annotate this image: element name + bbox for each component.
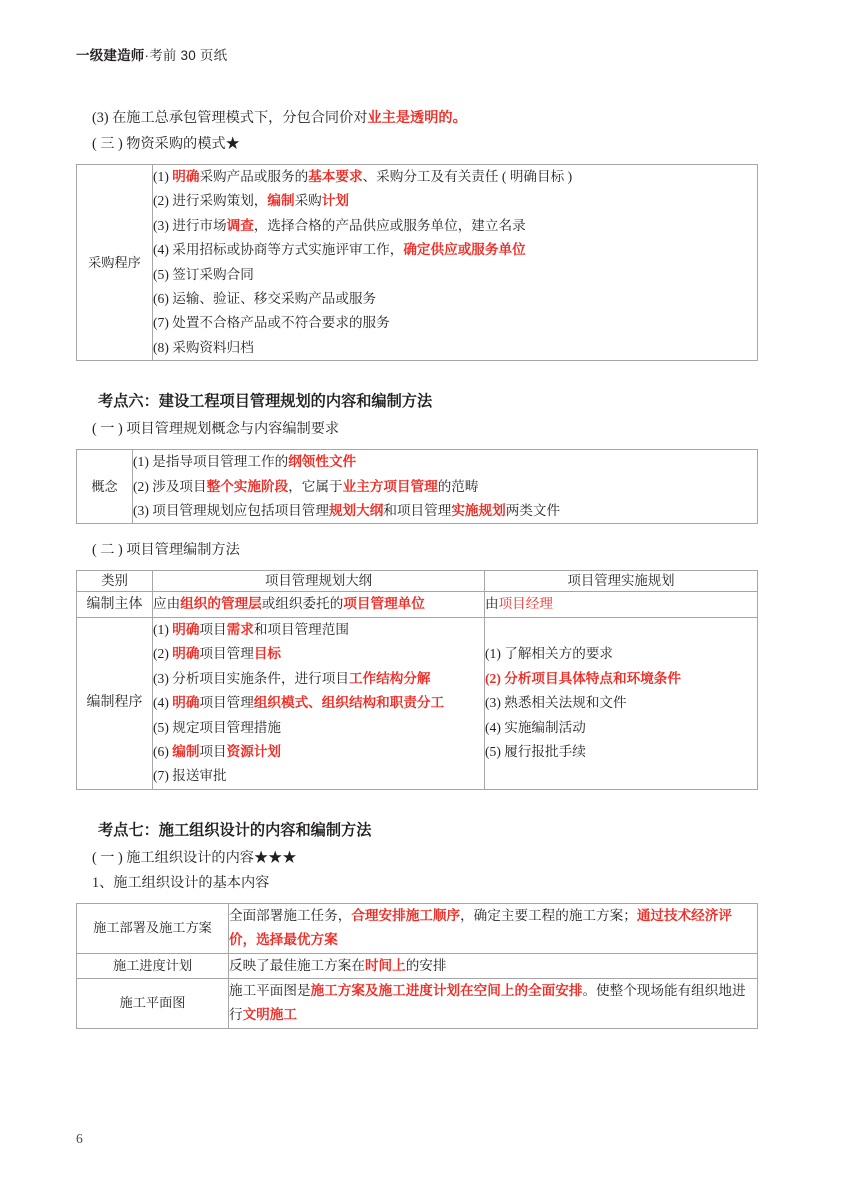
- page-content: [76, 44, 778, 1029]
- running-header: [76, 44, 778, 64]
- row-label: 施工平面图: [77, 978, 229, 1028]
- list-item: [153, 263, 757, 287]
- text-segment: 项目管理: [199, 695, 254, 711]
- subject-implementation-text: [485, 592, 757, 616]
- running-header-title: 一级建造师: [76, 48, 145, 63]
- text-segment: ，它属于: [288, 478, 343, 494]
- table-row: [77, 903, 758, 953]
- list-item: [153, 764, 484, 788]
- list-item: [153, 189, 757, 213]
- procedure-implementation-cell: [485, 617, 758, 789]
- text-segment: 的安排: [405, 957, 447, 973]
- list-item-number: (4): [153, 695, 173, 711]
- text-segment: 通过技术经济评价，选择最优方案: [229, 907, 732, 948]
- table-row-subject: [77, 592, 758, 617]
- text-segment: 整个实施阶段: [206, 478, 289, 494]
- text-segment: 项目管理规划应包括项目管理: [152, 503, 329, 519]
- text-segment: 由: [485, 596, 499, 612]
- construction-design-rows: [77, 903, 758, 1028]
- list-item: [153, 311, 757, 335]
- list-item: [153, 667, 484, 691]
- text-segment: ，选择合格的产品供应或服务单位，建立名录: [253, 217, 526, 233]
- text-segment: 熟悉相关法规和文件: [504, 695, 627, 711]
- list-item: [153, 238, 757, 262]
- list-item-number: (6): [153, 291, 173, 307]
- paragraph-item-3-prefix: (3) 在施工总承包管理模式下，分包合同价对: [92, 110, 368, 126]
- table-row: [77, 165, 758, 361]
- table-header-row: [77, 571, 758, 592]
- subheading-kaodian-7-1: ( 一 ) 施工组织设计的内容★★★: [92, 849, 297, 866]
- list-item-number: (5): [153, 266, 173, 282]
- text-segment: 了解相关方的要求: [504, 646, 613, 662]
- text-segment: 业主方项目管理: [342, 478, 438, 494]
- list-item-number: (5): [153, 719, 173, 735]
- text-segment: 计划: [321, 193, 349, 209]
- text-segment: 实施规划: [451, 503, 506, 519]
- text-segment: 是指导项目管理工作的: [152, 454, 289, 470]
- subject-outline-cell: [153, 592, 485, 617]
- list-item-number: (2): [153, 193, 173, 209]
- text-segment: 明确: [172, 169, 200, 184]
- text-segment: 分析项目实施条件，进行项目: [172, 670, 349, 686]
- procedure-implementation-list: [485, 642, 757, 764]
- text-segment: 规划大纲: [328, 503, 384, 519]
- row-label-procedure: 编制程序: [77, 617, 153, 789]
- list-item: [153, 716, 484, 740]
- list-item-number: (3): [153, 217, 173, 233]
- list-item: [153, 691, 484, 715]
- text-segment: 施工平面图是: [229, 982, 311, 998]
- subheading-kaodian-6-1: ( 一 ) 项目管理规划概念与内容编制要求: [92, 421, 340, 438]
- heading-section-3: ( 三 ) 物资采购的模式★: [92, 136, 240, 152]
- heading-kaodian-6: 考点六：建设工程项目管理规划的内容和编制方法: [98, 393, 433, 411]
- list-item: [485, 716, 757, 740]
- text-segment: 时间上: [364, 957, 406, 973]
- list-item-number: (8): [153, 339, 173, 355]
- text-segment: 和项目管理: [383, 503, 452, 519]
- list-item: [153, 165, 757, 189]
- text-segment: 文明施工: [242, 1007, 297, 1023]
- list-item-number: (3): [485, 695, 505, 711]
- list-item-number: (2): [133, 478, 153, 494]
- text-segment: 确定供应或服务单位: [403, 242, 526, 258]
- text-segment: 编制: [267, 193, 295, 209]
- text-segment: 处置不合格产品或不符合要求的服务: [172, 315, 390, 331]
- text-segment: 资源计划: [226, 743, 281, 759]
- row-content: [229, 903, 758, 953]
- procedure-outline-list: [153, 618, 484, 789]
- text-segment: 合理安排施工顺序: [351, 907, 461, 923]
- text-segment: 的范畴: [437, 478, 479, 494]
- subheading-kaodian-7-2: 1、施工组织设计的基本内容: [92, 874, 270, 891]
- list-item: [133, 450, 757, 474]
- list-item: [153, 618, 484, 642]
- text-segment: 两类文件: [505, 503, 561, 519]
- concept-label: 概念: [77, 450, 133, 524]
- text-segment: 明确: [172, 646, 200, 662]
- subject-outline-text: [153, 592, 484, 616]
- concept-cell: [133, 450, 758, 524]
- text-segment: 项目: [199, 621, 227, 637]
- text-segment: 采用招标或协商等方式实施评审工作，: [172, 242, 404, 258]
- purchase-procedure-label: 采购程序: [77, 165, 153, 361]
- list-item: [153, 214, 757, 238]
- row-content-text: [229, 954, 757, 978]
- row-label: 施工进度计划: [77, 953, 229, 978]
- row-label-subject: 编制主体: [77, 592, 153, 617]
- table-row-procedure: [77, 617, 758, 789]
- purchase-procedure-table: [76, 164, 758, 361]
- management-method-table: [76, 570, 758, 789]
- list-item-number: (1): [485, 646, 505, 662]
- table-row: [77, 953, 758, 978]
- paragraph-item-3-emphasis: 业主是透明的。: [367, 110, 467, 126]
- text-segment: 项目经理: [498, 596, 553, 612]
- list-item-number: (5): [485, 743, 505, 759]
- row-content: [229, 953, 758, 978]
- text-segment: 基本要求: [308, 169, 363, 184]
- text-segment: 编制: [172, 743, 200, 759]
- text-segment: 施工方案及施工进度计划在空间上的全面安排: [310, 982, 583, 998]
- text-segment: 全面部署施工任务，: [229, 907, 352, 923]
- list-item-number: (4): [485, 719, 505, 735]
- purchase-procedure-cell: [153, 165, 758, 361]
- list-item: [485, 740, 757, 764]
- list-item: [153, 740, 484, 764]
- list-item-number: (1): [133, 454, 153, 470]
- text-segment: 进行市场: [172, 217, 227, 233]
- list-item-number: (3): [153, 670, 173, 686]
- text-segment: 采购资料归档: [172, 339, 254, 355]
- text-segment: 进行采购策划，: [172, 193, 268, 209]
- text-segment: 签订采购合同: [172, 266, 254, 282]
- text-segment: 反映了最佳施工方案在: [229, 957, 365, 973]
- text-segment: ，确定主要工程的施工方案；: [460, 907, 637, 923]
- header-category: 类别: [77, 571, 153, 592]
- row-content-text: [229, 904, 757, 953]
- text-segment: 。使整个现场能有组织地进行: [229, 982, 746, 1023]
- text-segment: 明确: [172, 695, 200, 711]
- list-item: [153, 642, 484, 666]
- header-implementation: 项目管理实施规划: [485, 571, 758, 592]
- list-item: [485, 642, 757, 666]
- text-segment: 采购: [294, 193, 322, 209]
- table-row: [77, 450, 758, 524]
- heading-kaodian-7: 考点七：施工组织设计的内容和编制方法: [98, 821, 372, 839]
- list-item-number: (7): [153, 315, 173, 331]
- list-item-number: (3): [133, 503, 153, 519]
- text-segment: 涉及项目: [152, 478, 207, 494]
- text-segment: 工作结构分解: [348, 670, 431, 686]
- subject-implementation-cell: [485, 592, 758, 617]
- list-item-number: (1): [153, 621, 173, 637]
- text-segment: 实施编制活动: [504, 719, 586, 735]
- row-content-text: [229, 979, 757, 1028]
- paragraph-item-3: [76, 106, 778, 131]
- text-segment: 采购产品或服务的: [199, 169, 309, 184]
- text-segment: 分析项目具体特点和环境条件: [504, 670, 681, 686]
- text-segment: 报送审批: [172, 768, 227, 784]
- text-segment: 组织的管理层: [180, 596, 262, 612]
- concept-list: [133, 450, 757, 523]
- table-row: [77, 978, 758, 1028]
- row-content: [229, 978, 758, 1028]
- text-segment: 、采购分工及有关责任 ( 明确目标 ): [362, 169, 573, 184]
- list-item: [485, 667, 757, 691]
- procedure-outline-cell: [153, 617, 485, 789]
- list-item: [133, 499, 757, 523]
- page-number: 6: [76, 1131, 83, 1146]
- list-item-number: (4): [153, 242, 173, 258]
- list-item: [133, 475, 757, 499]
- text-segment: 规定项目管理措施: [172, 719, 281, 735]
- list-item: [153, 287, 757, 311]
- text-segment: 调查: [226, 217, 254, 233]
- list-item-number: (2): [153, 646, 173, 662]
- text-segment: 明确: [172, 621, 200, 637]
- list-item-number: (6): [153, 743, 173, 759]
- text-segment: 履行报批手续: [504, 743, 586, 759]
- text-segment: 项目: [199, 743, 227, 759]
- text-segment: 和项目管理范围: [253, 621, 349, 637]
- text-segment: 目标: [253, 646, 281, 662]
- text-segment: 项目管理单位: [343, 596, 425, 612]
- text-segment: 项目管理: [199, 646, 254, 662]
- text-segment: 应由: [153, 596, 181, 612]
- list-item-number: (1): [153, 169, 173, 184]
- header-outline: 项目管理规划大纲: [153, 571, 485, 592]
- list-item: [153, 336, 757, 360]
- purchase-procedure-list: [153, 165, 757, 360]
- text-segment: 运输、验证、移交采购产品或服务: [172, 291, 377, 307]
- list-item-number: (2): [485, 670, 505, 686]
- construction-design-table: [76, 903, 758, 1029]
- list-item: [485, 691, 757, 715]
- subheading-kaodian-6-2: ( 二 ) 项目管理编制方法: [92, 542, 240, 559]
- text-segment: 纲领性文件: [288, 454, 357, 470]
- list-item-number: (7): [153, 768, 173, 784]
- text-segment: 或组织委托的: [261, 596, 344, 612]
- text-segment: 需求: [226, 621, 254, 637]
- text-segment: 组织模式、组织结构和职责分工: [253, 695, 445, 711]
- concept-table: [76, 449, 758, 524]
- row-label: 施工部署及施工方案: [77, 903, 229, 953]
- running-header-subtitle: ·考前 30 页纸: [144, 48, 228, 63]
